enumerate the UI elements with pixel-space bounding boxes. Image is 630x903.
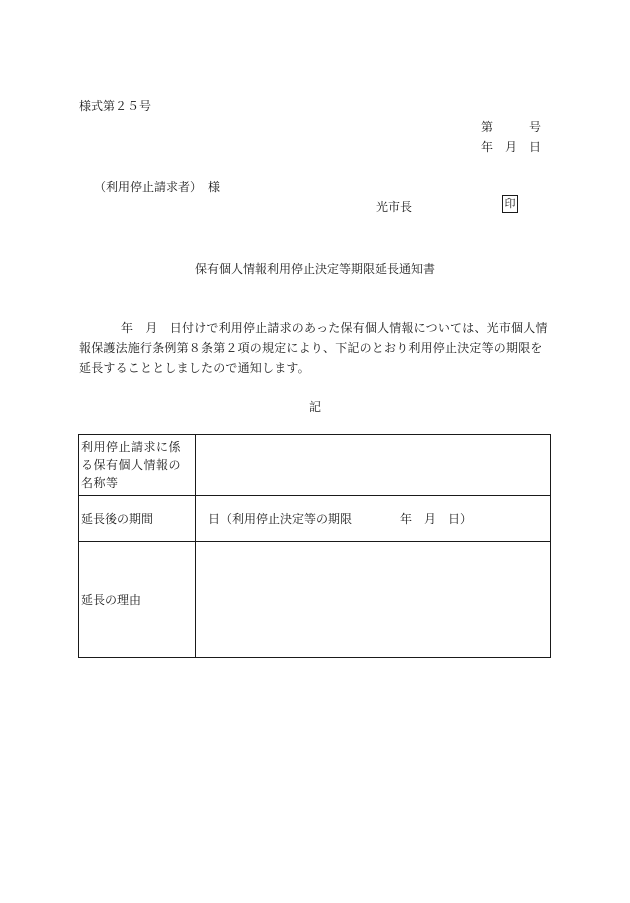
table-row [79,542,551,658]
document-title: 保有個人情報利用停止決定等期限延長通知書 [194,262,435,276]
row-label-info-name: 利用停止請求に係る保有個人情報の名称等 [79,435,196,496]
table-row [79,496,551,542]
row-label-reason: 延長の理由 [79,542,196,658]
detail-table [78,434,551,658]
row-label-extended-period: 延長後の期間 [79,496,196,542]
ki-heading: 記 [308,400,321,414]
issuer: 光市長 [376,200,413,214]
period-text-b: 年 月 日） [400,512,473,526]
document-number: 第 号 [481,120,542,134]
document-date: 年 月 日 [481,140,542,154]
addressee: （利用停止請求者） 様 [94,180,221,194]
period-text-a: 日（利用停止決定等の期限 [208,512,353,526]
body-paragraph: 年 月 日付けで利用停止請求のあった保有個人情報については、光市個人情報保護法施行条例第８条第２項の規定により、下記のとおり利用停止決定等の期限を延長することとしましたので通知します。 [79,321,548,375]
table-row [79,435,551,496]
form-number: 様式第２５号 [79,99,152,113]
seal-box: 印 [502,195,518,213]
row-value-reason [196,542,551,658]
row-value-info-name [196,435,551,496]
row-value-extended-period [196,496,551,542]
